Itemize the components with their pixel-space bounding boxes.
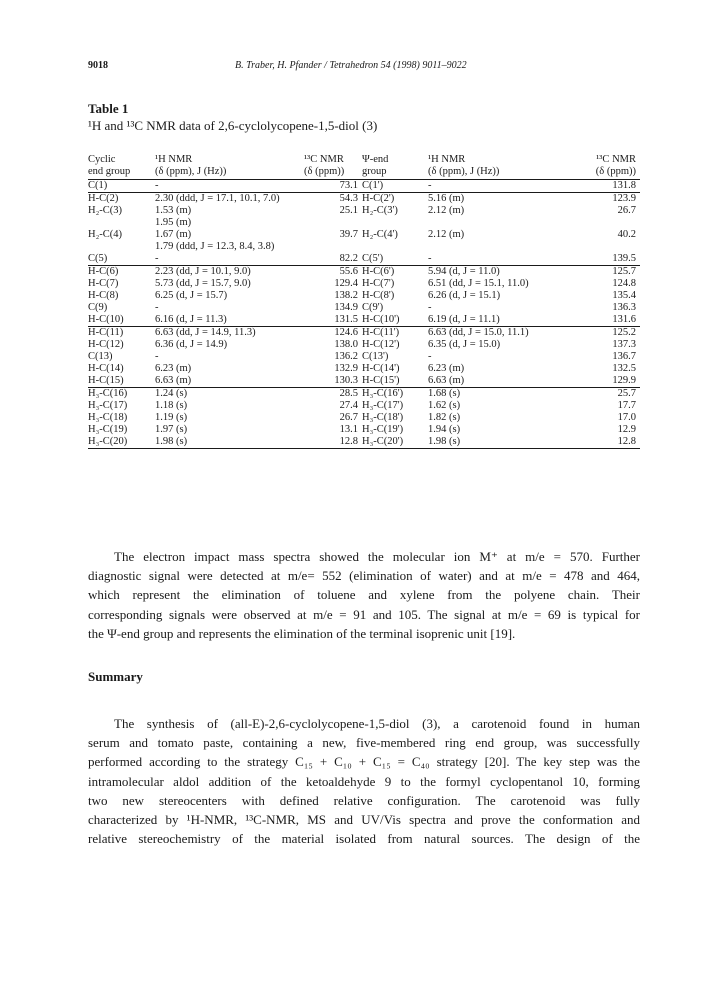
- table-cell: H-C(10): [88, 314, 155, 327]
- col-header: group: [362, 166, 428, 180]
- table-cell: H₃-C(20): [88, 436, 155, 449]
- table-header-row: [88, 152, 640, 166]
- table-cell: H-C(14'): [362, 363, 400, 374]
- text-line: characterized by ¹H-NMR, ¹³C-NMR, MS and UV/Vis spectra and prove the conformation and: [88, 812, 640, 828]
- table-cell: 139.5: [578, 253, 640, 266]
- table-cell: [362, 217, 428, 229]
- table-cell: 1.79 (ddd, J = 12.3, 8.4, 3.8): [155, 241, 275, 252]
- table-cell: 1.82 (s): [428, 412, 461, 423]
- table-cell: 136.7: [612, 351, 636, 362]
- table-row: [88, 351, 640, 363]
- table-cell: 5.73 (dd, J = 15.7, 9.0): [155, 278, 251, 289]
- table-row: [88, 253, 640, 266]
- table-caption: ¹H and ¹³C NMR data of 2,6-cyclolycopene-1,5-diol (3): [88, 118, 378, 133]
- table-row: [88, 193, 640, 206]
- table-cell: 2.12 (m): [428, 229, 465, 240]
- table-cell: 131.8: [578, 180, 640, 193]
- table-row: [88, 327, 640, 340]
- table-cell: 5.16 (m): [428, 193, 465, 204]
- table-cell: -: [155, 351, 159, 362]
- table-cell: H-C(8): [88, 290, 119, 301]
- table-row: [88, 436, 640, 449]
- table-cell: [428, 241, 578, 253]
- table-cell: 130.3: [304, 375, 362, 388]
- table-cell: 6.26 (d, J = 15.1): [428, 290, 501, 301]
- table-cell: 123.9: [612, 193, 636, 204]
- table-row: [88, 266, 640, 279]
- table-cell: -: [155, 302, 159, 313]
- table-cell: H₃-C(19): [88, 424, 128, 435]
- table-cell: H₂-C(4'): [362, 229, 398, 240]
- text-line: The synthesis of (all-E)-2,6-cyclolycopene-1,5-diol (3), a carotenoid found in human: [114, 716, 640, 731]
- table-cell: [428, 217, 578, 229]
- table-cell: 26.7: [617, 205, 636, 216]
- table-cell: 28.5: [339, 388, 358, 399]
- page-number: 9018: [88, 60, 108, 71]
- table-cell: 39.7: [339, 229, 358, 240]
- table-cell: 124.6: [334, 327, 358, 338]
- table-cell: C(9): [88, 302, 108, 313]
- table-cell: 129.9: [578, 375, 640, 388]
- table-cell: H-C(14): [88, 363, 124, 374]
- table-row: [88, 314, 640, 327]
- table-cell: C(13'): [362, 351, 389, 362]
- table-cell: 27.4: [339, 400, 358, 411]
- table-cell: -: [155, 253, 304, 266]
- table-cell: H₂-C(4): [88, 229, 122, 240]
- col-header: (δ (ppm)): [304, 166, 362, 180]
- table-row: [88, 290, 640, 302]
- col-header: ¹³C NMR: [596, 154, 636, 165]
- table-cell: [304, 241, 362, 253]
- table-cell: 1.19 (s): [155, 412, 188, 423]
- table-row: [88, 205, 640, 217]
- table-row: [88, 180, 640, 193]
- table-cell: [304, 217, 362, 229]
- table-cell: 1.18 (s): [155, 400, 188, 411]
- table-cell: 132.9: [334, 363, 358, 374]
- table-label: Table 1: [88, 101, 129, 116]
- table-cell: 5.94 (d, J = 11.0): [428, 266, 500, 277]
- table-cell: H-C(8'): [362, 290, 395, 301]
- table-cell: H₂-C(3): [88, 205, 122, 216]
- section-heading: Summary: [88, 669, 143, 684]
- table-row: [88, 375, 640, 388]
- table-cell: 6.36 (d, J = 14.9): [155, 339, 228, 350]
- table-cell: H-C(11'): [362, 327, 400, 338]
- table-cell: 131.5: [304, 314, 362, 327]
- table-cell: 12.8: [578, 436, 640, 449]
- col-header: end group: [88, 166, 155, 180]
- text-line: corresponding signals were observed at m/e = 91 and 105. The signal at m/e = 69 is typical for: [88, 606, 640, 622]
- table-row: [88, 302, 640, 314]
- table-cell: -: [155, 180, 304, 193]
- text-line: serum and tomato paste, containing a new, five-membered ring end group, was successfully: [88, 735, 640, 751]
- table-cell: 2.30 (ddd, J = 17.1, 10.1, 7.0): [155, 193, 280, 204]
- table-cell: H₃-C(18'): [362, 412, 404, 423]
- table-cell: [88, 217, 155, 229]
- table-cell: H₃-C(19'): [362, 424, 404, 435]
- table-cell: -: [428, 253, 578, 266]
- col-header: Ψ-end: [362, 154, 389, 165]
- col-header: (δ (ppm), J (Hz)): [428, 166, 578, 180]
- table-cell: 26.7: [339, 412, 358, 423]
- table-cell: 6.63 (dd, J = 14.9, 11.3): [155, 327, 256, 338]
- table-row: [88, 424, 640, 436]
- table-cell: 25.1: [339, 205, 358, 216]
- text-line: diagnostic signal were detected at m/e= 552 (elimination of water) and at m/e = 478 and 464,: [88, 568, 640, 584]
- table-cell: 124.8: [612, 278, 636, 289]
- table-cell: H-C(2): [88, 193, 119, 204]
- table-cell: 73.1: [304, 180, 362, 193]
- text-line: which represent the elimination of toluene and xylene from the polyene chain. Their: [88, 587, 640, 603]
- table-cell: H₃-C(17'): [362, 400, 404, 411]
- text-line: relative stereochemistry of the material isolated from natural sources. The design of the: [88, 831, 640, 847]
- table-cell: H₃-C(20'): [362, 436, 428, 449]
- table-cell: 1.95 (m): [155, 217, 192, 228]
- table-row: [88, 400, 640, 412]
- table-cell: 138.0: [334, 339, 358, 350]
- table-cell: 1.98 (s): [428, 436, 578, 449]
- text-line: The electron impact mass spectra showed the molecular ion M⁺ at m/e = 570. Further: [114, 549, 640, 564]
- table-cell: H-C(15'): [362, 375, 428, 388]
- table-cell: H-C(6'): [362, 266, 395, 277]
- col-header: Cyclic: [88, 154, 116, 165]
- col-header: ¹H NMR: [428, 154, 466, 165]
- table-cell: 6.63 (dd, J = 15.0, 11.1): [428, 327, 529, 338]
- table-cell: 132.5: [612, 363, 636, 374]
- table-row: [88, 278, 640, 290]
- nmr-data-table: [88, 152, 640, 449]
- table-row: [88, 339, 640, 351]
- table-cell: 82.2: [304, 253, 362, 266]
- table-header-row: [88, 166, 640, 180]
- table-cell: 13.1: [339, 424, 358, 435]
- table-cell: -: [428, 180, 578, 193]
- table-cell: 17.0: [617, 412, 636, 423]
- table-cell: -: [428, 302, 432, 313]
- table-cell: C(5'): [362, 253, 428, 266]
- table-cell: 1.62 (s): [428, 400, 461, 411]
- table-cell: H-C(15): [88, 375, 155, 388]
- table-cell: -: [428, 351, 432, 362]
- table-cell: 12.9: [617, 424, 636, 435]
- table-cell: 12.8: [304, 436, 362, 449]
- table-row: [88, 388, 640, 401]
- col-header: (δ (ppm), J (Hz)): [155, 166, 304, 180]
- table-cell: 134.9: [334, 302, 358, 313]
- table-cell: 137.3: [612, 339, 636, 350]
- table-cell: 138.2: [334, 290, 358, 301]
- table-cell: H-C(7): [88, 278, 119, 289]
- col-header: ¹H NMR: [155, 154, 193, 165]
- ms-paragraph: [88, 547, 640, 643]
- table-row: [88, 412, 640, 424]
- table-cell: [578, 241, 640, 253]
- table-cell: 1.67 (m): [155, 229, 192, 240]
- table-cell: H-C(2'): [362, 193, 395, 204]
- table-cell: [88, 241, 155, 253]
- table-cell: 6.35 (d, J = 15.0): [428, 339, 501, 350]
- table-cell: 6.23 (m): [155, 363, 192, 374]
- text-line: two new stereocenters with defined relative configuration. The carotenoid was fully: [88, 792, 640, 808]
- table-cell: 2.12 (m): [428, 205, 465, 216]
- table-cell: 6.23 (m): [428, 363, 465, 374]
- table-cell: H-C(11): [88, 327, 124, 338]
- col-header: ¹³C NMR: [304, 154, 344, 165]
- table-row: [88, 217, 640, 229]
- table-cell: H-C(12'): [362, 339, 400, 350]
- table-cell: 135.4: [612, 290, 636, 301]
- table-cell: 125.7: [612, 266, 636, 277]
- table-cell: 6.63 (m): [155, 375, 304, 388]
- table-cell: C(1'): [362, 180, 428, 193]
- text-line: the Ψ-end group and represents the elimination of the terminal isoprenic unit [19].: [88, 625, 516, 641]
- table-cell: C(5): [88, 253, 155, 266]
- table-cell: 54.3: [339, 193, 358, 204]
- table-row: [88, 363, 640, 375]
- table-cell: 6.63 (m): [428, 375, 578, 388]
- table-cell: 1.94 (s): [428, 424, 461, 435]
- table-cell: H₃-C(16'): [362, 388, 404, 399]
- table-cell: H-C(7'): [362, 278, 395, 289]
- table-cell: 55.6: [339, 266, 358, 277]
- table-cell: 125.2: [612, 327, 636, 338]
- table-cell: 136.3: [612, 302, 636, 313]
- table-cell: 1.68 (s): [428, 388, 461, 399]
- table-cell: 1.53 (m): [155, 205, 192, 216]
- table-cell: C(1): [88, 180, 155, 193]
- table-cell: H₃-C(18): [88, 412, 128, 423]
- table-cell: H₃-C(17): [88, 400, 128, 411]
- table-cell: 129.4: [334, 278, 358, 289]
- summary-paragraph: [88, 714, 640, 848]
- table-cell: [578, 217, 640, 229]
- table-cell: 2.23 (dd, J = 10.1, 9.0): [155, 266, 251, 277]
- table-cell: H₃-C(16): [88, 388, 128, 399]
- table-cell: [362, 241, 428, 253]
- table-cell: H-C(10'): [362, 314, 428, 327]
- table-cell: C(9'): [362, 302, 384, 313]
- col-header: (δ (ppm)): [578, 166, 640, 180]
- text-line: performed according to the strategy C₁₅ + C₁₀ + C₁₅ = C₄₀ strategy [20]. The key step was the: [88, 754, 640, 770]
- text-line: intramolecular aldol addition of the ketoaldehyde 9 to the formyl cyclopentanol 10, forming: [88, 773, 640, 789]
- table-cell: 40.2: [617, 229, 636, 240]
- table-cell: 1.24 (s): [155, 388, 188, 399]
- table-cell: 25.7: [617, 388, 636, 399]
- table-cell: C(13): [88, 351, 113, 362]
- table-cell: 136.2: [334, 351, 358, 362]
- table-cell: 6.51 (dd, J = 15.1, 11.0): [428, 278, 529, 289]
- table-cell: H₂-C(3'): [362, 205, 398, 216]
- table-cell: 1.97 (s): [155, 424, 188, 435]
- table-row: [88, 229, 640, 241]
- table-row: [88, 241, 640, 253]
- table-body: [88, 180, 640, 449]
- running-title: B. Traber, H. Pfander / Tetrahedron 54 (1998) 9011–9022: [235, 60, 467, 71]
- table-cell: 6.19 (d, J = 11.1): [428, 314, 578, 327]
- table-cell: H-C(6): [88, 266, 119, 277]
- running-header: [88, 60, 648, 74]
- table-cell: 17.7: [617, 400, 636, 411]
- table-cell: 1.98 (s): [155, 436, 304, 449]
- table-cell: 6.16 (d, J = 11.3): [155, 314, 304, 327]
- table-cell: H-C(12): [88, 339, 124, 350]
- table-cell: 131.6: [578, 314, 640, 327]
- table-cell: 6.25 (d, J = 15.7): [155, 290, 228, 301]
